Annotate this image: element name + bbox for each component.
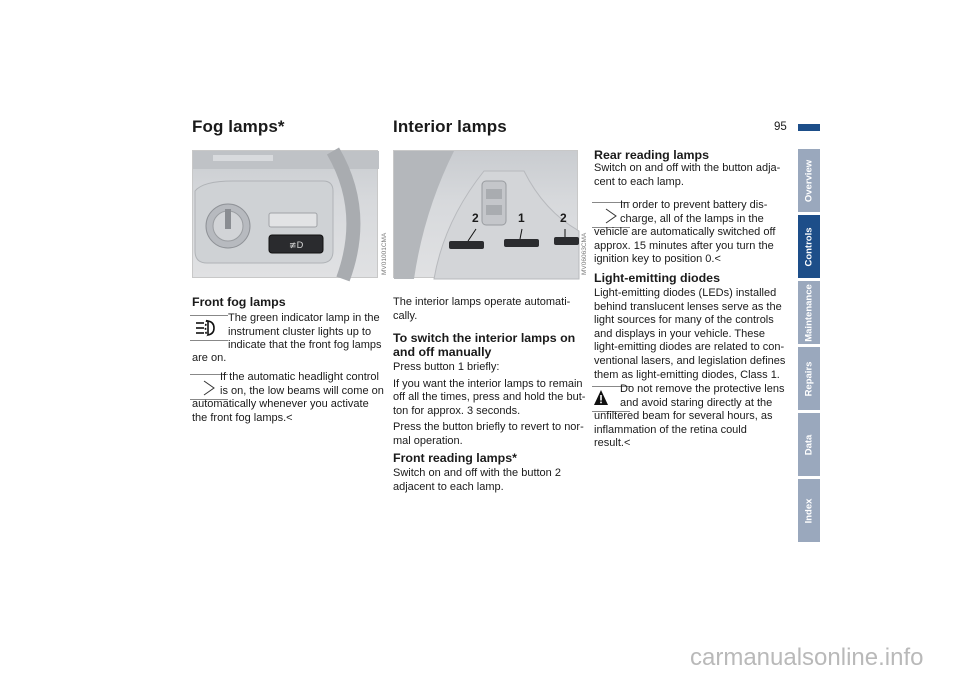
manual-switch-subheading bbox=[393, 331, 593, 359]
leds-line-6: ventional lasers, and legislation defines bbox=[594, 354, 786, 367]
warning-line-4: inflammation of the retina could bbox=[594, 423, 747, 436]
side-tab-controls[interactable] bbox=[798, 215, 820, 278]
headlight-note-line-2: is on, the low beams will come on bbox=[220, 384, 384, 397]
interior-lamps-heading: Interior lamps bbox=[393, 117, 507, 136]
photo-label-1: 1 bbox=[518, 211, 525, 225]
revert-line-1: Press the button briefly to revert to nor- bbox=[393, 421, 584, 434]
headlight-note-line-3: automatically whenever you activate bbox=[192, 398, 369, 410]
manual-switch-subheading-line-1: To switch the interior lamps on bbox=[393, 331, 576, 345]
side-tab-maintenance[interactable] bbox=[798, 281, 820, 344]
rear-reading-line-2: cent to each lamp. bbox=[594, 175, 684, 188]
battery-note-line-2: charge, all of the lamps in the bbox=[620, 212, 764, 225]
leds-subheading: Light-emitting diodes bbox=[594, 271, 720, 285]
leds-line-3: light sources for many of the controls bbox=[594, 314, 774, 327]
warning-indented bbox=[620, 383, 790, 410]
side-tab-overview-label: Overview bbox=[803, 159, 815, 202]
warning-line-5: result.< bbox=[594, 437, 631, 450]
battery-note-line-5: ignition key to position 0.< bbox=[594, 253, 721, 266]
page-number-bar bbox=[798, 124, 820, 131]
front-reading-lamps-subheading: Front reading lamps* bbox=[393, 451, 517, 465]
photo-code: MV01001CMA bbox=[381, 232, 388, 275]
press-button-line: Press button 1 briefly: bbox=[393, 361, 500, 373]
photo-label-2-right: 2 bbox=[560, 211, 567, 225]
side-tab-index[interactable] bbox=[798, 479, 820, 542]
rear-reading-body bbox=[594, 162, 794, 189]
leds-line-4: and displays in your vehicle. These bbox=[594, 327, 766, 340]
interior-lamps-photo bbox=[393, 150, 588, 278]
front-reading-line-2: adjacent to each lamp. bbox=[393, 480, 504, 493]
fog-lamp-switch-illustration bbox=[193, 151, 379, 279]
revert-line-2: mal operation. bbox=[393, 434, 463, 447]
interior-intro bbox=[393, 296, 593, 323]
fog-indicator-line-2: instrument cluster lights up to bbox=[228, 325, 372, 338]
front-fog-lamp-icon bbox=[190, 316, 228, 342]
fog-indicator-line-1: The green indicator lamp in the bbox=[228, 312, 380, 324]
hold-line-3: ton for approx. 3 seconds. bbox=[393, 404, 521, 417]
hold-line-1: If you want the interior lamps to remain bbox=[393, 377, 583, 390]
hold-line-2: off all the times, press and hold the but- bbox=[393, 391, 586, 404]
side-tab-controls-label: Controls bbox=[803, 226, 815, 267]
battery-note-line-3: vehicle are automatically switched off bbox=[594, 226, 776, 238]
fog-indicator-line-4: are on. bbox=[192, 352, 227, 364]
rear-reading-line-1: Switch on and off with the button adja- bbox=[594, 162, 781, 174]
fog-indicator-text-indented bbox=[228, 312, 388, 353]
side-tab-overview[interactable] bbox=[798, 149, 820, 212]
warning-line-1: Do not remove the protective lens bbox=[620, 383, 785, 395]
battery-note-indented bbox=[620, 199, 790, 226]
warning-rest bbox=[594, 410, 794, 451]
svg-text:≢D: ≢D bbox=[289, 241, 304, 251]
interior-intro-line-1: The interior lamps operate automati- bbox=[393, 296, 571, 308]
fog-lamp-switch-photo bbox=[192, 150, 388, 278]
warning-line-2: and avoid staring directly at the bbox=[620, 396, 773, 409]
front-reading-body bbox=[393, 467, 593, 494]
rear-reading-lamps-subheading: Rear reading lamps bbox=[594, 148, 710, 162]
front-reading-line-1: Switch on and off with the button 2 bbox=[393, 467, 561, 479]
interior-intro-line-2: cally. bbox=[393, 309, 418, 322]
leds-body bbox=[594, 287, 794, 382]
manual-switch-body bbox=[393, 361, 593, 449]
headlight-note-line-1: If the automatic headlight control bbox=[220, 371, 379, 383]
leds-line-7: them as light-emitting diodes, Class 1. bbox=[594, 368, 780, 381]
interior-lamps-illustration bbox=[394, 151, 579, 279]
fog-lamp-indicator-icon-box bbox=[190, 315, 228, 341]
side-tab-data[interactable] bbox=[798, 413, 820, 476]
side-tab-repairs[interactable] bbox=[798, 347, 820, 410]
photo-code: MV06063CMA bbox=[581, 232, 588, 275]
headlight-note-indented bbox=[220, 371, 388, 398]
fog-lamps-heading: Fog lamps* bbox=[192, 117, 285, 136]
side-tab-index-label: Index bbox=[803, 498, 815, 523]
battery-note-line-1: In order to prevent battery dis- bbox=[620, 199, 768, 211]
front-fog-lamps-subheading: Front fog lamps bbox=[192, 295, 286, 309]
side-tab-data-label: Data bbox=[803, 434, 815, 455]
leds-line-5: light-emitting diodes are related to con- bbox=[594, 341, 785, 354]
fog-indicator-line-3: indicate that the front fog lamps bbox=[228, 339, 382, 352]
battery-note-line-4: approx. 15 minutes after you turn the bbox=[594, 239, 774, 252]
headlight-note-line-4: the front fog lamps.< bbox=[192, 411, 293, 424]
battery-note-rest bbox=[594, 226, 794, 267]
side-tab-maintenance-label: Maintenance bbox=[803, 283, 815, 342]
watermark-text[interactable]: carmanualsonline.info bbox=[690, 644, 924, 671]
headlight-note-rest bbox=[192, 398, 392, 425]
side-tab-repairs-label: Repairs bbox=[803, 361, 815, 396]
leds-line-2: behind translucent lenses serve as the bbox=[594, 300, 782, 313]
leds-line-1: Light-emitting diodes (LEDs) installed bbox=[594, 287, 777, 299]
warning-line-3: unfiltered beam for several hours, as bbox=[594, 410, 773, 422]
manual-switch-subheading-line-2: and off manually bbox=[393, 345, 492, 359]
photo-label-2-left: 2 bbox=[472, 211, 479, 225]
page-number: 95 bbox=[774, 121, 787, 133]
